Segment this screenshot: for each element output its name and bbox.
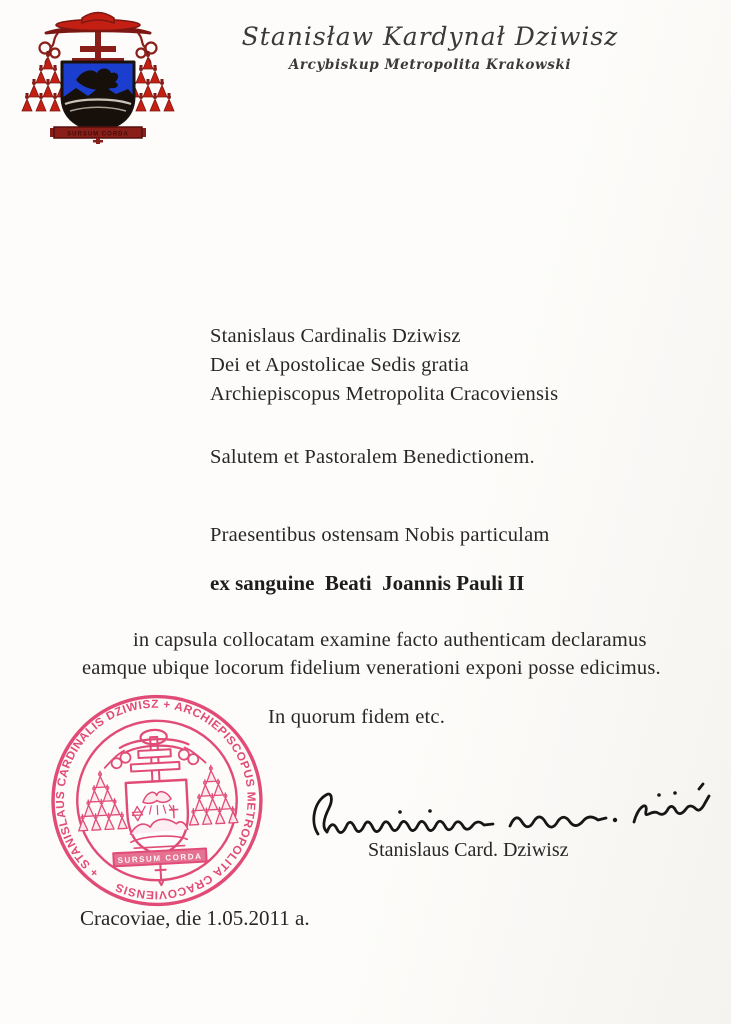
stamp-motto-text: SURSUM CORDA: [117, 851, 203, 866]
letterhead-name: Stanisław Kardynał Dziwisz: [241, 22, 619, 51]
cardinal-crest: [12, 6, 185, 146]
galero-hat-icon: [46, 13, 150, 34]
stamp-tassels-right: [187, 764, 238, 825]
mountains: [62, 85, 134, 132]
salutation-line: Salutem et Pastoralem Benedictionem.: [210, 446, 535, 468]
motto-banner: [50, 127, 146, 144]
intro-line: Praesentibus ostensam Nobis particulam: [210, 524, 550, 546]
stamp-tassels-left: [76, 770, 127, 831]
signature-printed-name: Stanislaus Card. Dziwisz: [368, 839, 569, 861]
stamp-emblem: [74, 726, 241, 890]
sender-line-1: Stanislaus Cardinalis Dziwisz: [210, 325, 461, 347]
declaration-line-1: in capsula collocatam examine facto authenticam declaramus: [133, 629, 647, 651]
sender-line-3: Archiepiscopus Metropolita Cracoviensis: [210, 383, 559, 405]
letterhead-title: Arcybiskup Metropolita Krakowski: [288, 57, 572, 73]
episcopal-stamp: [40, 686, 273, 915]
declaration-line-2: eamque ubique locorum fidelium venerationi exponi posse edicimus.: [82, 657, 661, 679]
sender-line-2: Dei et Apostolicae Sedis gratia: [210, 354, 469, 376]
closing-line: In quorum fidem etc.: [268, 706, 446, 728]
stamp-motto-banner: [113, 848, 206, 866]
letterhead: [230, 22, 630, 73]
cardinal-crest-graphic: [12, 6, 185, 146]
stamp-cross-tail: [155, 865, 166, 886]
dateline: Cracoviae, die 1.05.2011 a.: [80, 906, 310, 930]
crest-motto-text: SURSUM CORDA: [67, 131, 129, 138]
stamp-graphic: [40, 686, 273, 915]
stamp-rim-text: + STANISLAUS CARDINALIS DZIWISZ + ARCHIEPISCOPUS METROPOLITA CRACOVIENSIS: [53, 697, 258, 902]
relic-line: ex sanguine Beati Joannis Pauli II: [210, 571, 525, 595]
shield: [62, 62, 134, 132]
